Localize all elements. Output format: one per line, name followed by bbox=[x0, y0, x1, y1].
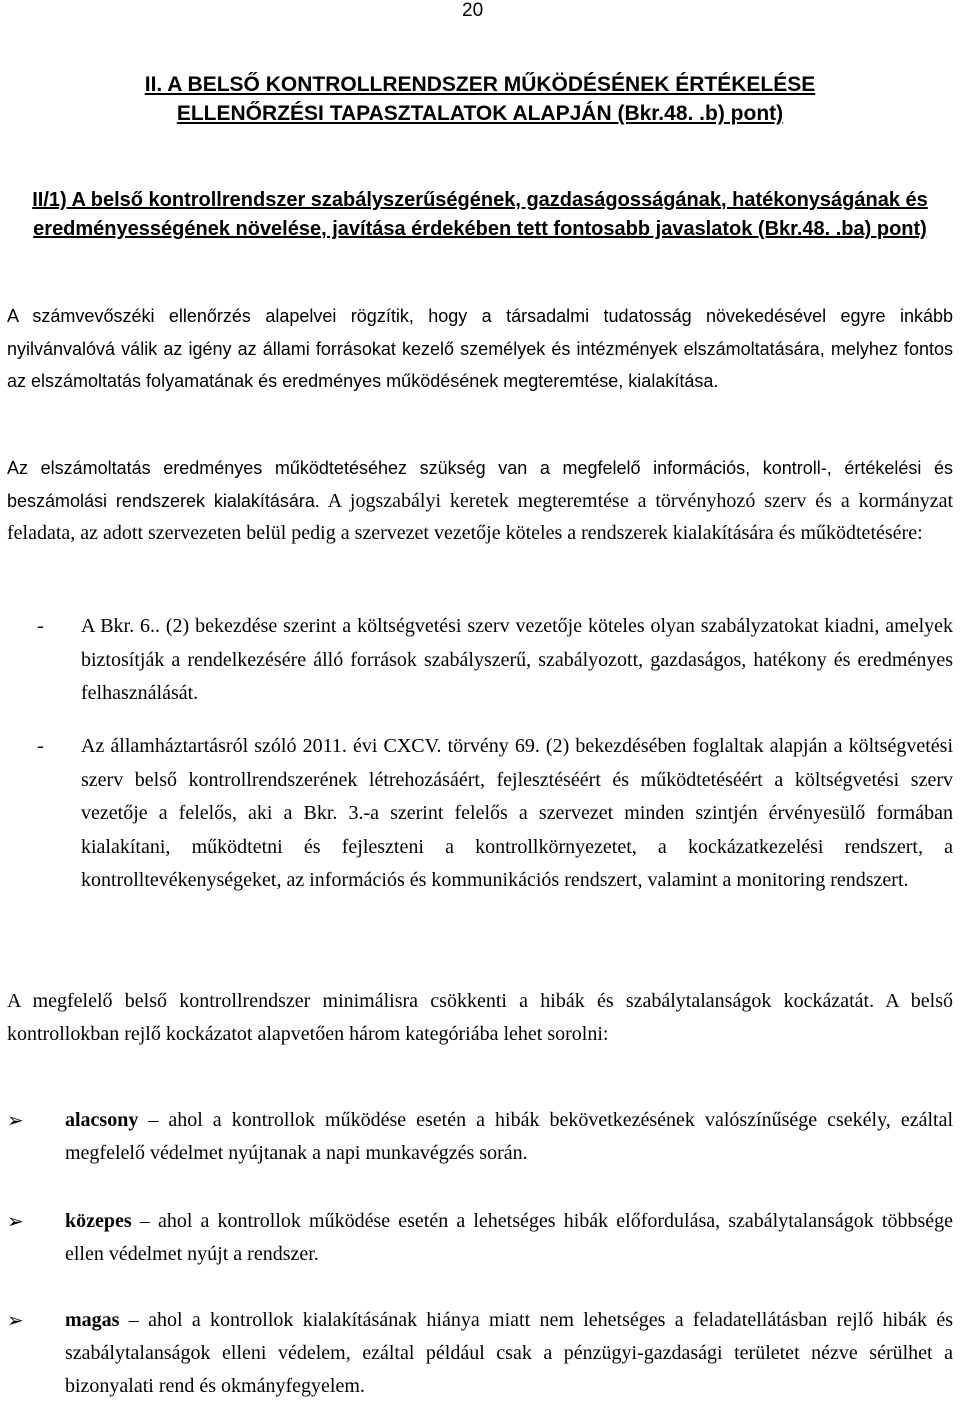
list-item-text: Az államháztartásról szóló 2011. évi CXCV. törvény 69. (2) bekezdésében foglaltak alapján a költségvetési szerv belső kontrollrendszerének létrehozásáért, fejlesztéséért és működtetéséért a költségvetési szerv vezetője a felelős, aki a Bkr. 3.-a szerint felelős a szervezet minden szintjén érvényesülő formában kialakítani, működtetni és fejleszteni a kontrollkörnyezetet, a kockázatkezelési rendszert, a kontrolltevékenységeket, az információs és kommunikációs rendszert, valamint a monitoring rendszert. bbox=[81, 735, 953, 891]
chapter-title: II. A BELSŐ KONTROLLRENDSZER MŰKÖDÉSÉNEK ÉRTÉKELÉSE ELLENŐRZÉSI TAPASZTALATOK ALAPJÁN (Bkr.48. .b) pont) bbox=[144, 73, 816, 125]
dash-bullet: - bbox=[37, 735, 44, 757]
risk-description: – ahol a kontrollok működése esetén a hibák bekövetkezésének valószínűsége csekély, ezáltal megfelelő védelmet nyújtanak a napi munkavégzés során. bbox=[65, 1109, 953, 1164]
paragraph-accountability-principles: A számvevőszéki ellenőrzés alapelvei rögzítik, hogy a társadalmi tudatosság növekedésével egyre inkább nyilvánvalóvá válik az igény az állami forrásokat kezelő személyek és intézmények elszámoltatására, melyhez fontos az elszámoltatás folyamatának és eredményes működésének megteremtése, kialakítása. bbox=[7, 306, 953, 391]
paragraph-accountability-systems-part2: A jogszabályi keretek megteremtése a törvényhozó szerv és a kormányzat feladata, az adott szervezeten belül pedig a szervezet vezetője köteles a rendszerek kialakítására és működtetésére: bbox=[7, 489, 953, 544]
risk-term: magas bbox=[65, 1309, 120, 1331]
list-item-bkr-regulation bbox=[7, 610, 953, 711]
paragraph-risk-categories: A megfelelő belső kontrollrendszer minimálisra csökkenti a hibák és szabálytalanságok kockázatát. A belső kontrollokban rejlő kockázatot alapvetően három kategóriába lehet sorolni: bbox=[7, 990, 953, 1045]
section-title: II/1) A belső kontrollrendszer szabályszerűségének, gazdaságosságának, hatékonyságának és eredményességének növelése, javítása érdekében tett fontosabb javaslatok (Bkr.48. .ba) pont) bbox=[32, 189, 928, 240]
risk-item-low bbox=[7, 1104, 953, 1170]
risk-term: közepes bbox=[65, 1210, 132, 1232]
dash-bullet: - bbox=[37, 615, 44, 637]
arrow-bullet-icon: ➢ bbox=[7, 1209, 24, 1233]
list-item-public-finance-act bbox=[7, 730, 953, 898]
list-item-text: A Bkr. 6.. (2) bekezdése szerint a költségvetési szerv vezetője köteles olyan szabályzatokat kiadni, amelyek biztosítják a rendelkezésére álló források szabályszerű, szabályozott, gazdaságos, hatékony és eredményes felhasználását. bbox=[81, 615, 953, 704]
paragraph-accountability-systems bbox=[7, 452, 953, 550]
paragraph-accountability-systems-part1: Az elszámoltatás eredményes működtetéséhez szükség van a megfelelő információs, kontroll-, értékelési és beszámolási rendszerek kialakítására. bbox=[7, 458, 953, 511]
risk-item-high bbox=[7, 1304, 953, 1403]
arrow-bullet-icon: ➢ bbox=[7, 1308, 24, 1332]
page-number: 20 bbox=[462, 0, 484, 21]
risk-term: alacsony bbox=[65, 1109, 139, 1131]
arrow-bullet-icon: ➢ bbox=[7, 1108, 24, 1132]
risk-description: – ahol a kontrollok kialakításának hiánya miatt nem lehetséges a feladatellátásban rejlő hibák és szabálytalanságok elleni védelem, ezáltal például csak a pénzügyi-gazdasági területet nézve sérülhet a bizonyalati rend és okmányfegyelem. bbox=[65, 1309, 953, 1397]
risk-item-medium bbox=[7, 1205, 953, 1271]
risk-description: – ahol a kontrollok működése esetén a lehetséges hibák előfordulása, szabálytalanságok többsége ellen védelmet nyújt a rendszer. bbox=[65, 1210, 953, 1265]
